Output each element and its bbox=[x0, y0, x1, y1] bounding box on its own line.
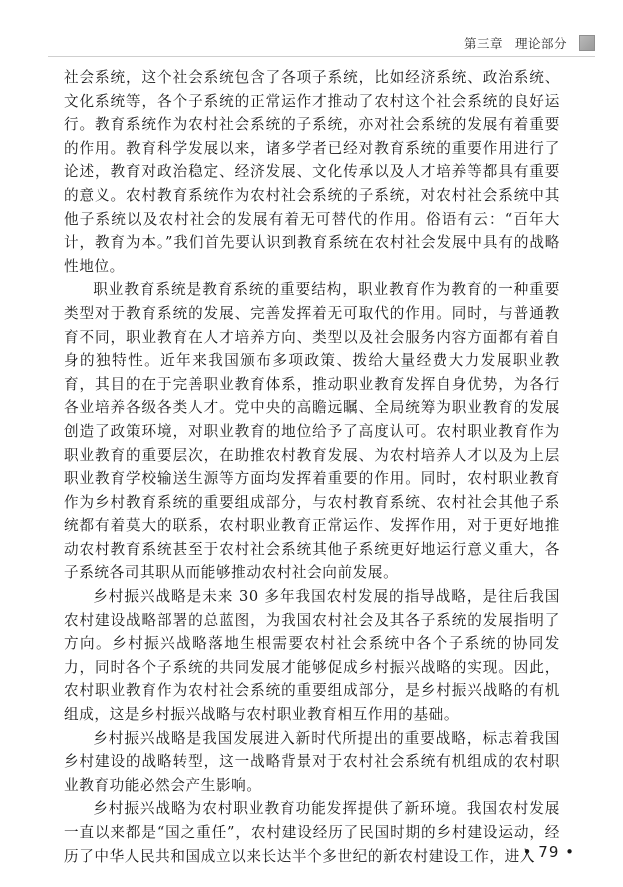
section-label: 理论部分 bbox=[514, 36, 567, 51]
paragraph-new-environment: 乡村振兴战略为农村职业教育功能发挥提供了新环境。我国农村发展一直以来都是“国之重任”，农村建设经历了民国时期的乡村建设运动，经历了中华人民共和国成立以来长达半个多世纪的新农村建设工作，进入 bbox=[64, 800, 560, 865]
body-text bbox=[64, 66, 560, 868]
paragraph-rural-revitalization-strategy: 乡村振兴战略是未来 30 多年我国农村发展的指导战略，是往后我国农村建设战略部署的总蓝图，为我国农村社会及其各子系统的发展指明了方向。乡村振兴战略落地生根需要农村社会系统中各个子系统的协同发力，同时各个子系统的共同发展才能够促成乡村振兴战略的实现。因此，农村职业教育作为农村社会系统的重要组成部分，是乡村振兴战略的有机组成，这是乡村振兴战略与农村职业教育相互作用的基础。 bbox=[64, 588, 560, 724]
paragraph-strategic-transformation: 乡村振兴战略是我国发展进入新时代所提出的重要战略，标志着我国乡村建设的战略转型，这一战略背景对于农村社会系统有机组成的农村职业教育功能必然会产生影响。 bbox=[64, 729, 560, 794]
header-divider bbox=[48, 56, 595, 57]
chapter-label: 第三章 bbox=[463, 36, 503, 51]
running-header bbox=[464, 34, 595, 52]
paragraph-vocational-education: 职业教育系统是教育系统的重要结构，职业教育作为教育的一种重要类型对于教育系统的发展、完善发挥着无可取代的作用。同时，与普通教育不同，职业教育在人才培养方向、类型以及社会服务内容方面都有着自身的独特性。近年来我国颁布多项政策、拨给大量经费大力发展职业教育，其目的在于完善职业教育体系，推动职业教育发挥自身优势，为各行各业培养各级各类人才。党中央的高瞻远瞩、全局统筹为职业教育的发展创造了政策环境，对职业教育的地位给予了高度认可。农村职业教育作为职业教育的重要层次，在助推农村教育发展、为农村培养人才以及为上层职业教育学校输送生源等方面均发挥着重要的作用。同时，农村职业教育作为乡村教育系统的重要组成部分，与农村教育系统、农村社会其他子系统都有着莫大的联系，农村职业教育正常运作、发挥作用，对于更好地推动农村教育系统甚至于农村社会系统其他子系统更好地运行意义重大，各子系统各司其职从而能够推动农村社会向前发展。 bbox=[64, 281, 560, 582]
page-number: • 79 • bbox=[522, 843, 575, 861]
header-square-icon bbox=[579, 35, 595, 51]
paragraph-continued: 社会系统，这个社会系统包含了各项子系统，比如经济系统、政治系统、文化系统等，各个子系统的正常运作才推动了农村这个社会系统的良好运行。教育系统作为农村社会系统的子系统，亦对社会系统的发展有着重要的作用。教育科学发展以来，诸多学者已经对教育系统的重要作用进行了论述，教育对政治稳定、经济发展、文化传承以及人才培养等都具有重要的意义。农村教育系统作为农村社会系统的子系统，对农村社会系统中其他子系统以及农村社会的发展有着无可替代的作用。俗语有云：“百年大计，教育为本。”我们首先要认识到教育系统在农村社会发展中具有的战略性地位。 bbox=[64, 69, 560, 275]
